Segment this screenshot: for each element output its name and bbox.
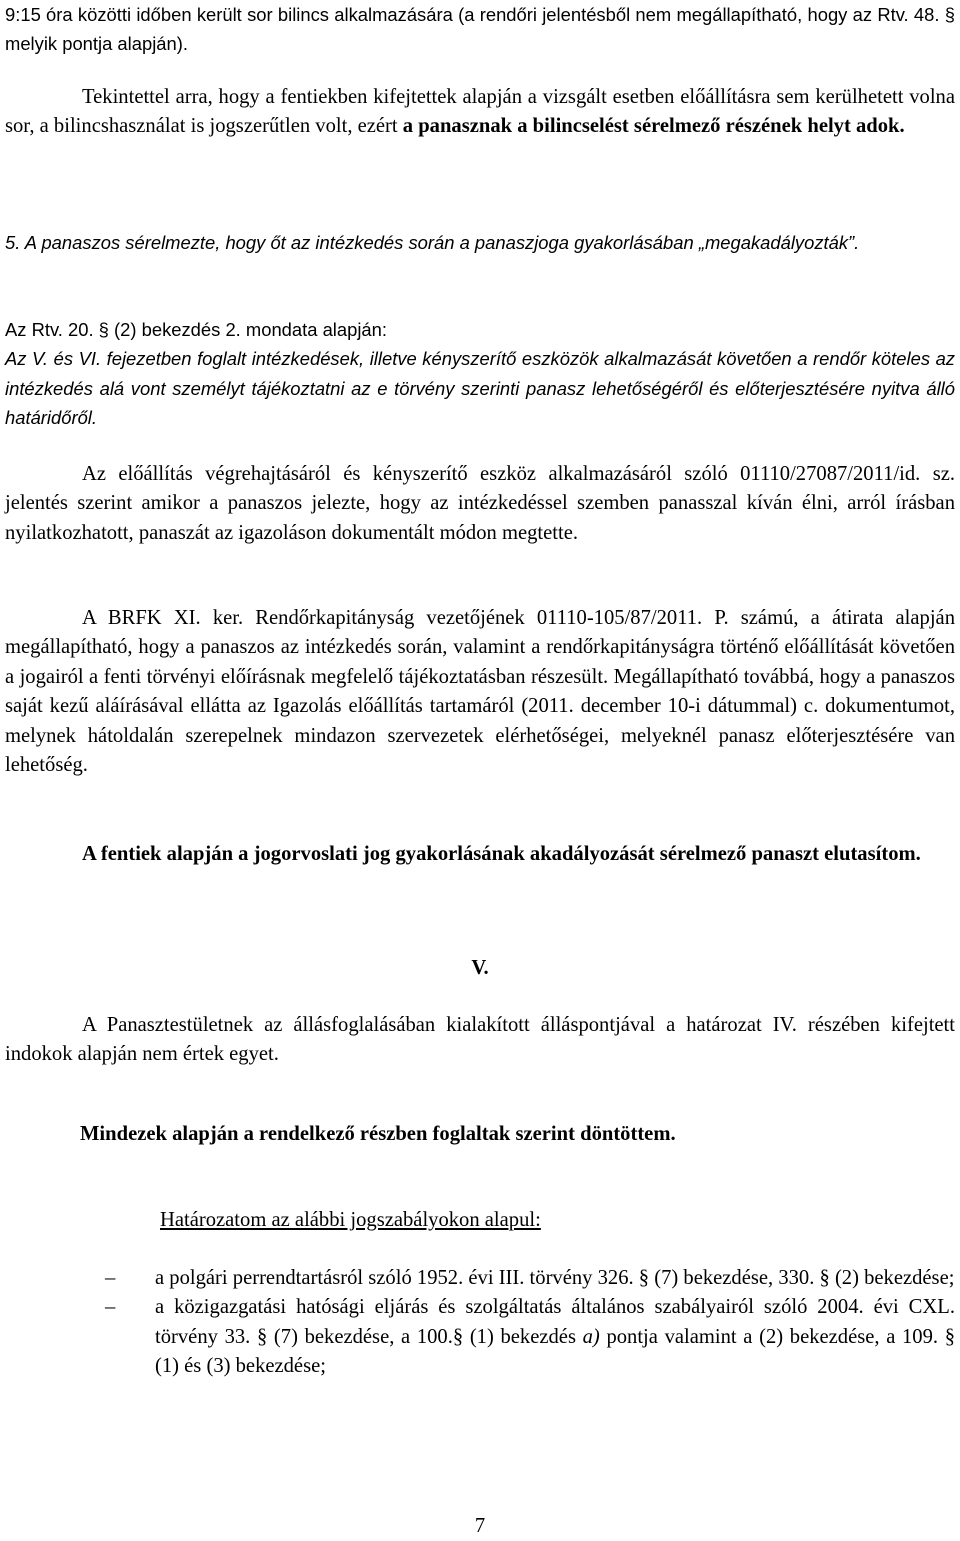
list-item [5, 1293, 955, 1381]
paragraph-bilincs-time [5, 0, 955, 59]
paragraph-panasztestulet [5, 1011, 955, 1070]
paragraph-conclusion [5, 1120, 955, 1149]
paragraph-text: Az előállítás végrehajtásáról és kényszerítő eszköz alkalmazásáról szóló 01110/27087/2011/id. sz. jelentés szerint amikor a panaszos jelezte, hogy az intézkedéssel szemben panasszal kíván élni, arról írásban nyilatkozhatott, panaszát az igazoláson dokumentált módon megtette. [5, 463, 955, 544]
paragraph-text: A BRFK XI. ker. Rendőrkapitányság vezetőjének 01110-105/87/2011. P. számú, a átirata alapján megállapítható, hogy a panaszos az intézkedés során, valamint a rendőrkapitányságra történő előállítását követően a jogairól a fenti törvényi előírásnak megfelelő tájékoztatásban részesült. Megállapítható továbbá, hogy a panaszos saját kezű aláírásával ellátta az Igazolás előállítás tartamáról (2011. december 10-i dátummal) c. dokumentumot, melynek hátoldalán szerepelnek mindazon szervezetek elérhetőségei, melyeknél panasz előterjesztésére van lehetőség. [5, 607, 955, 777]
paragraph-brfk [5, 604, 955, 780]
paragraph-rejection [5, 840, 955, 869]
complaint-point-5 [5, 228, 955, 257]
paragraph-legal-basis-heading [5, 1206, 955, 1235]
paragraph-text: 9:15 óra közötti időben került sor bilincs alkalmazására (a rendőri jelentésből nem megállapítható, hogy az Rtv. 48. § melyik pontja alapján). [5, 4, 955, 55]
rtv-quote-italic: Az V. és VI. fejezetben foglalt intézkedések, illetve kényszerítő eszközök alkalmazását követően a rendőr köteles az intézkedés alá vont személyt tájékoztatni az e törvény szerinti panasz lehetőségéről és előterjesztésére nyitva álló határidőről. [5, 348, 955, 429]
list-item-text-pre: a közigazgatási hatósági eljárás és szolgáltatás általános szabályairól szóló 2004. évi CXL. törvény 33. § (7) bekezdése, a 100.§ (1) bekezdés [155, 1296, 955, 1348]
paragraph-report [5, 460, 955, 548]
dash-bullet: – [105, 1296, 116, 1319]
bold-decision-text: a panasznak a bilincselést sérelmező részének helyt adok. [402, 115, 905, 138]
paragraph-text: Tekintettel arra, hogy a fentiekben kifejtettek alapján a vizsgált esetben előállításra sem kerülhetett volna sor, a bilincshasználat is jogszerűtlen volt, ezért [5, 86, 955, 138]
dash-bullet: – [105, 1267, 116, 1289]
list-item-text-post: pontja valamint a (2) bekezdése, a 109. § (1) és (3) bekezdése; [155, 1325, 955, 1378]
list-item-italic: a) [582, 1325, 600, 1348]
paragraph-rtv-quote [5, 315, 955, 433]
complaint-text: 5. A panaszos sérelmezte, hogy őt az intézkedés során a panaszjoga gyakorlásában „megakadályozták”. [5, 232, 860, 253]
rtv-reference: Az Rtv. 20. § (2) bekezdés 2. mondata alapján: [5, 319, 387, 340]
paragraph-bilincs-decision [5, 83, 955, 142]
paragraph-text: A fentiek alapján a jogorvoslati jog gyakorlásának akadályozását sérelmező panaszt elutasítom. [82, 843, 921, 865]
section-heading [5, 954, 955, 983]
page-number-text: 7 [474, 1515, 486, 1537]
list-item [5, 1264, 955, 1293]
paragraph-text: A Panasztestületnek az állásfoglalásában kialakított álláspontjával a határozat IV. részében kifejtett indokok alapján nem értek egyet. [5, 1014, 955, 1066]
list-item-text: a polgári perrendtartásról szóló 1952. évi III. törvény 326. § (7) bekezdése, 330. § (2) bekezdése; [155, 1267, 955, 1289]
section-heading-text: V. [471, 957, 489, 979]
legal-basis-list [5, 1264, 955, 1382]
paragraph-text: Mindezek alapján a rendelkező részben foglaltak szerint döntöttem. [80, 1123, 676, 1145]
legal-basis-heading-text: Határozatom az alábbi jogszabályokon alapul: [160, 1209, 541, 1231]
